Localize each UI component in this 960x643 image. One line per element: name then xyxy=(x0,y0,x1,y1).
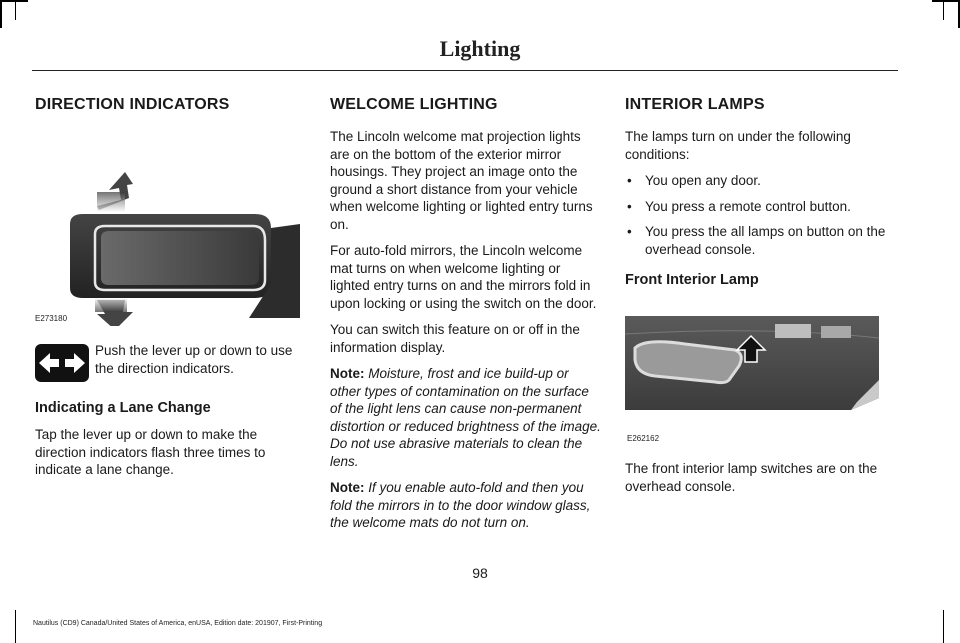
note-label: Note: xyxy=(330,366,365,381)
crop-mark xyxy=(943,610,944,643)
list-item-text: You press the all lamps on button on the overhead console. xyxy=(645,224,886,257)
body-text: For auto-fold mirrors, the Lincoln welcome mat turns on when welcome lighting or lighted entry turns on and the mirrors fold in upon locking or using the switch on the door. xyxy=(330,243,597,311)
body-text: You can switch this feature on or off in the information display. xyxy=(330,322,580,355)
direction-indicator-arrows-icon xyxy=(35,344,89,382)
body-text: Tap the lever up or down to make the direction indicators flash three times to indicate a lane change. xyxy=(35,427,266,477)
front-interior-lamp-figure xyxy=(625,298,897,460)
bullet: • xyxy=(627,224,632,239)
body-text: The front interior lamp switches are on the overhead console. xyxy=(625,461,878,494)
direction-indicator-callout xyxy=(35,342,300,382)
crop-mark xyxy=(15,0,16,20)
note-text: Moisture, frost and ice build-up or other types of contamination on the surface of the light lens can cause non-permanent distortion or reduced brightness of the image. Do not use abrasive materials to clean the lens. xyxy=(330,366,601,469)
list-item xyxy=(625,223,897,258)
note-text: If you enable auto-fold and then you fold the mirrors in to the door window glass, the welcome mats do not turn on. xyxy=(330,480,591,530)
crop-mark xyxy=(0,0,28,2)
figure-id: E262162 xyxy=(627,434,660,443)
turn-signal-lever-figure xyxy=(35,128,300,326)
welcome-lighting-section xyxy=(330,96,602,541)
note xyxy=(330,479,602,532)
crop-mark xyxy=(932,0,960,2)
section-heading: WELCOME LIGHTING xyxy=(330,96,498,113)
body-text: The lamps turn on under the following conditions: xyxy=(625,129,851,162)
bullet: • xyxy=(627,198,632,214)
subsection-heading: Indicating a Lane Change xyxy=(35,400,211,416)
note xyxy=(330,365,602,470)
list-item-text: You press a remote control button. xyxy=(645,198,851,214)
figure-id: E273180 xyxy=(35,314,68,323)
subsection-heading: Front Interior Lamp xyxy=(625,272,759,288)
list-item xyxy=(625,172,897,190)
section-heading: DIRECTION INDICATORS xyxy=(35,96,230,113)
conditions-list xyxy=(625,172,897,258)
crop-mark xyxy=(943,0,944,20)
turn-signal-lever-illustration xyxy=(35,128,300,326)
edition-note: Nautilus (CD9) Canada/United States of America, enUSA, Edition date: 201907, First-Printing xyxy=(33,620,323,627)
page-title: Lighting xyxy=(439,36,521,61)
section-heading: INTERIOR LAMPS xyxy=(625,96,765,113)
header-rule xyxy=(32,70,898,71)
interior-lamps-section xyxy=(625,96,897,504)
list-item xyxy=(625,198,897,216)
crop-mark xyxy=(0,0,2,28)
crop-mark xyxy=(15,610,16,643)
page-number: 98 xyxy=(472,565,488,581)
overhead-console-illustration xyxy=(625,298,897,460)
list-item-text: You open any door. xyxy=(645,173,761,188)
note-label: Note: xyxy=(330,480,365,495)
body-text: The Lincoln welcome mat projection lights are on the bottom of the exterior mirror housings. They project an image onto the ground a short distance from your vehicle when welcome lighting or lighted entry turns on. xyxy=(330,129,593,232)
direction-indicators-section xyxy=(35,96,300,488)
icon-description: Push the lever up or down to use the direction indicators. xyxy=(95,343,293,376)
bullet: • xyxy=(627,173,632,188)
